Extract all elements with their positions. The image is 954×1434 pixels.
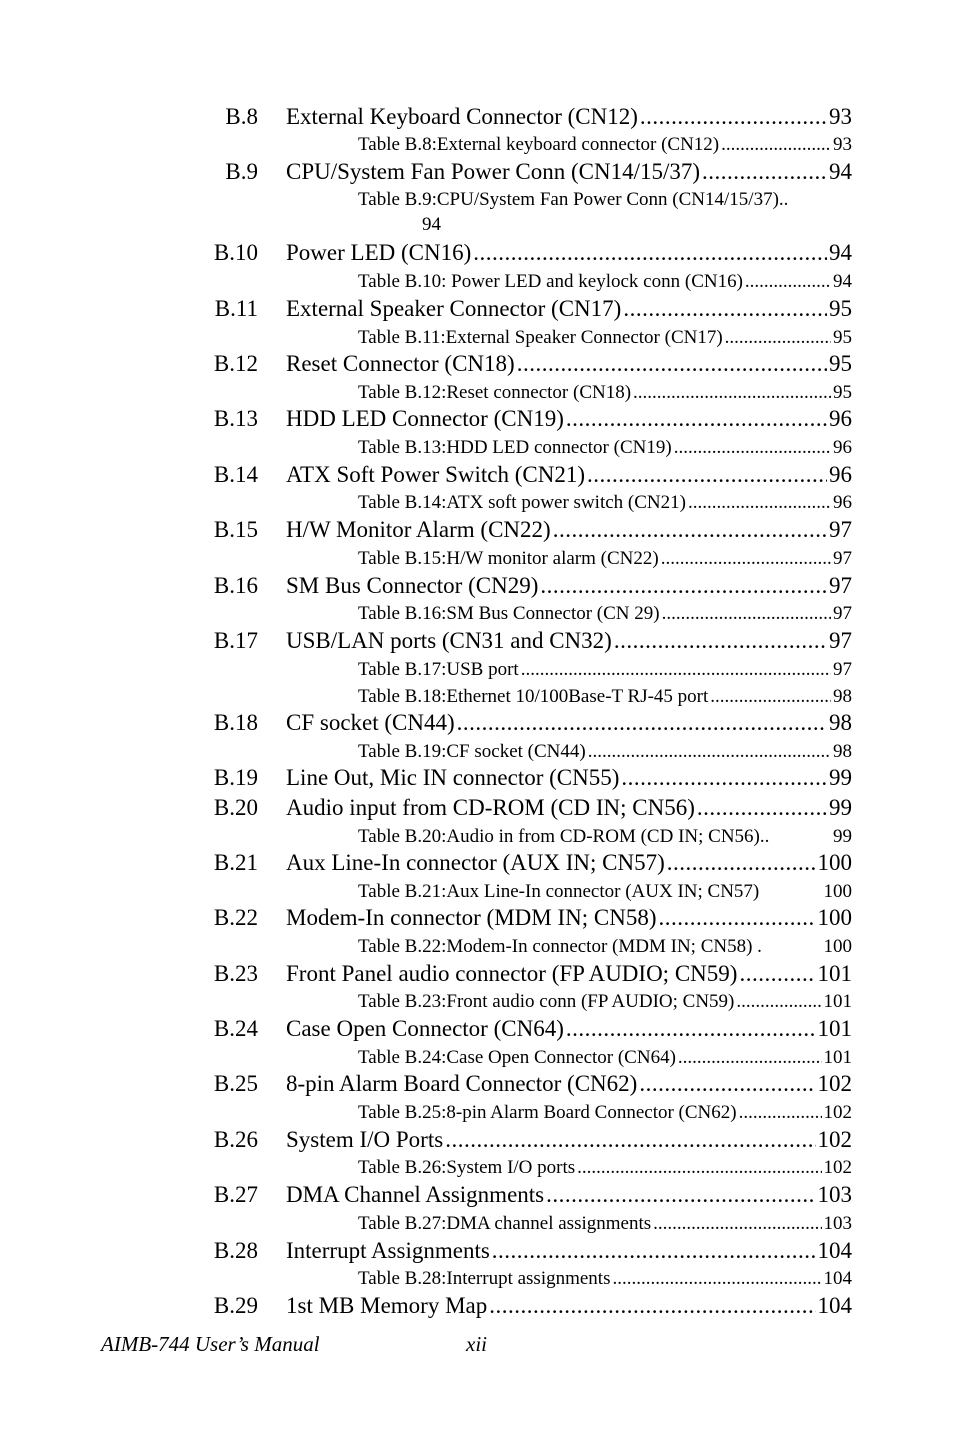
toc-section-entry[interactable] <box>200 628 852 654</box>
entry-page-number: 100 <box>823 881 852 902</box>
dot-leader <box>577 1157 821 1179</box>
dot-leader <box>721 134 831 156</box>
entry-title: Power LED (CN16) <box>286 240 472 265</box>
entry-title: CPU/System Fan Power Conn (CN14/15/37) <box>286 159 701 184</box>
toc-table-entry[interactable] <box>358 437 852 459</box>
entry-title: Audio input from CD-ROM (CD IN; CN56) <box>286 795 695 820</box>
toc-section-entry[interactable] <box>200 1238 852 1264</box>
entry-page-number: 103 <box>817 1182 852 1207</box>
entry-title: Table B.23:Front audio conn (FP AUDIO; CN59) <box>358 991 735 1012</box>
entry-title: Table B.15:H/W monitor alarm (CN22) <box>358 548 659 569</box>
entry-page-number: 100 <box>817 905 852 930</box>
entry-page-number: 99 <box>829 795 852 820</box>
dot-leader <box>688 492 831 514</box>
entry-page-number: 96 <box>833 492 852 513</box>
toc-table-entry[interactable] <box>358 134 852 156</box>
footer-page-number: xii <box>466 1332 487 1356</box>
toc-section-entry[interactable] <box>200 351 852 377</box>
toc-table-entry[interactable] <box>358 1047 852 1069</box>
section-number: B.18 <box>213 710 258 735</box>
entry-page-number: 94 <box>833 271 852 292</box>
dot-leader <box>521 659 831 681</box>
entry-page-number: 94 <box>422 214 441 235</box>
dot-leader <box>678 1047 822 1069</box>
entry-page-number: 104 <box>817 1238 852 1263</box>
toc-section-entry[interactable] <box>200 573 852 599</box>
toc-section-entry[interactable] <box>200 406 852 432</box>
toc-table-entry[interactable] <box>358 548 852 570</box>
dot-leader <box>662 603 831 625</box>
entry-page-number: 97 <box>829 628 852 653</box>
entry-title: External Speaker Connector (CN17) <box>286 296 622 321</box>
toc-section-entry[interactable] <box>200 1071 852 1097</box>
entry-title: Table B.14:ATX soft power switch (CN21) <box>358 492 686 513</box>
entry-title: Table B.25:8-pin Alarm Board Connector (CN62) <box>358 1102 737 1123</box>
entry-title: Reset Connector (CN18) <box>286 351 515 376</box>
entry-page-number: 102 <box>823 1102 852 1123</box>
entry-page-number: 97 <box>833 548 852 569</box>
dot-leader <box>566 406 827 432</box>
entry-page-number: 101 <box>823 1047 852 1068</box>
entry-page-number: 102 <box>817 1071 852 1096</box>
entry-page-number: 96 <box>829 462 852 487</box>
toc-section-entry[interactable] <box>200 296 852 322</box>
toc-table-entry[interactable] <box>358 991 852 1013</box>
entry-page-number: 103 <box>823 1213 852 1234</box>
dot-leader <box>517 351 827 377</box>
entry-page-number: 93 <box>833 134 852 155</box>
entry-title: 8-pin Alarm Board Connector (CN62) <box>286 1071 638 1096</box>
entry-title: System I/O Ports <box>286 1127 444 1152</box>
entry-title: SM Bus Connector (CN29) <box>286 573 539 598</box>
toc-table-entry[interactable] <box>358 826 852 848</box>
entry-title: Aux Line-In connector (AUX IN; CN57) <box>286 850 665 875</box>
dot-leader <box>588 741 831 763</box>
section-number: B.11 <box>214 296 258 321</box>
entry-title: Interrupt Assignments <box>286 1238 490 1263</box>
entry-page-number: 98 <box>833 741 852 762</box>
entry-title: Table B.9:CPU/System Fan Power Conn (CN14/15/37).. <box>358 189 789 210</box>
entry-page-number: 97 <box>829 517 852 542</box>
toc-section-entry[interactable] <box>200 462 852 488</box>
dot-leader <box>457 710 827 736</box>
section-number: B.16 <box>213 573 258 598</box>
toc-section-entry[interactable] <box>200 850 852 876</box>
entry-page-number: 101 <box>817 1016 852 1041</box>
toc-table-entry[interactable] <box>358 881 852 903</box>
section-number: B.25 <box>213 1071 258 1096</box>
section-number: B.20 <box>213 795 258 820</box>
entry-page-number: 94 <box>829 240 852 265</box>
toc-table-entry[interactable] <box>358 603 852 625</box>
entry-title: Table B.11:External Speaker Connector (CN17) <box>358 327 723 348</box>
dot-leader <box>546 1182 815 1208</box>
entry-page-number: 96 <box>829 406 852 431</box>
entry-title: External Keyboard Connector (CN12) <box>286 104 638 129</box>
entry-title: Table B.10: Power LED and keylock conn (CN16) <box>358 271 743 292</box>
entry-page-number: 93 <box>829 104 852 129</box>
toc-table-entry[interactable] <box>358 659 852 681</box>
dot-leader <box>587 462 827 488</box>
section-number: B.21 <box>213 850 258 875</box>
entry-page-number: 98 <box>829 710 852 735</box>
entry-title: DMA Channel Assignments <box>286 1182 545 1207</box>
toc-section-entry[interactable] <box>200 104 852 130</box>
entry-title: Table B.22:Modem-In connector (MDM IN; CN58) . <box>358 936 762 957</box>
dot-leader <box>739 961 815 987</box>
section-number: B.28 <box>213 1238 258 1263</box>
section-number: B.26 <box>213 1127 258 1152</box>
entry-page-number: 98 <box>833 686 852 707</box>
dot-leader <box>612 1268 821 1290</box>
entry-page-number: 104 <box>817 1293 852 1318</box>
dot-leader <box>736 991 821 1013</box>
section-number: B.9 <box>225 159 258 184</box>
entry-title: Table B.18:Ethernet 10/100Base-T RJ-45 port <box>358 686 709 707</box>
dot-leader <box>473 240 827 266</box>
section-number: B.10 <box>213 240 258 265</box>
section-number: B.19 <box>213 765 258 790</box>
entry-title: Table B.17:USB port <box>358 659 519 680</box>
toc-table-entry[interactable] <box>358 492 852 514</box>
entry-title: Table B.19:CF socket (CN44) <box>358 741 586 762</box>
entry-page-number: 96 <box>833 437 852 458</box>
entry-title: Table B.27:DMA channel assignments <box>358 1213 652 1234</box>
entry-title: 1st MB Memory Map <box>286 1293 488 1318</box>
dot-leader <box>553 517 827 543</box>
toc-section-entry[interactable] <box>200 1293 852 1319</box>
entry-title: HDD LED Connector (CN19) <box>286 406 564 431</box>
section-number: B.22 <box>213 905 258 930</box>
section-number: B.12 <box>213 351 258 376</box>
entry-page-number: 102 <box>817 1127 852 1152</box>
toc-section-entry[interactable] <box>200 905 852 931</box>
entry-page-number: 101 <box>823 991 852 1012</box>
entry-title: Front Panel audio connector (FP AUDIO; CN59) <box>286 961 738 986</box>
dot-leader <box>639 1071 815 1097</box>
section-number: B.14 <box>213 462 258 487</box>
dot-leader <box>614 628 827 654</box>
dot-leader <box>667 850 816 876</box>
section-number: B.13 <box>213 406 258 431</box>
toc-table-entry[interactable] <box>358 1213 852 1235</box>
entry-title: Table B.8:External keyboard connector (CN12) <box>358 134 720 155</box>
section-number: B.29 <box>213 1293 258 1318</box>
toc-table-entry[interactable] <box>358 741 852 763</box>
dot-leader <box>697 795 827 821</box>
dot-leader <box>658 905 815 931</box>
toc-section-entry[interactable] <box>200 240 852 266</box>
toc-table-entry[interactable] <box>358 1157 852 1179</box>
entry-page-number: 97 <box>829 573 852 598</box>
entry-page-number: 94 <box>829 159 852 184</box>
entry-page-number: 99 <box>829 765 852 790</box>
toc-table-entry[interactable] <box>358 1268 852 1290</box>
toc-table-entry[interactable] <box>358 686 852 708</box>
entry-title: Table B.28:Interrupt assignments <box>358 1268 611 1289</box>
toc-section-entry[interactable] <box>200 1127 852 1153</box>
dot-leader <box>492 1238 816 1264</box>
entry-title: Table B.24:Case Open Connector (CN64) <box>358 1047 676 1068</box>
section-number: B.24 <box>213 1016 258 1041</box>
dot-leader <box>725 327 831 349</box>
dot-leader <box>739 1102 822 1124</box>
entry-title: Case Open Connector (CN64) <box>286 1016 564 1041</box>
entry-title: Line Out, Mic IN connector (CN55) <box>286 765 620 790</box>
entry-page-number: 97 <box>833 659 852 680</box>
toc-table-entry[interactable] <box>358 189 852 211</box>
dot-leader <box>674 437 831 459</box>
toc-section-entry[interactable] <box>200 795 852 821</box>
entry-title: H/W Monitor Alarm (CN22) <box>286 517 551 542</box>
entry-title: Table B.20:Audio in from CD-ROM (CD IN; CN56).. <box>358 826 770 847</box>
entry-page-number: 100 <box>817 850 852 875</box>
entry-page-number: 95 <box>829 351 852 376</box>
dot-leader <box>653 1213 821 1235</box>
dot-leader <box>745 271 831 293</box>
entry-title: USB/LAN ports (CN31 and CN32) <box>286 628 612 653</box>
dot-leader <box>566 1016 816 1042</box>
toc-table-entry[interactable] <box>358 271 852 293</box>
section-number: B.27 <box>213 1182 258 1207</box>
entry-title: Table B.26:System I/O ports <box>358 1157 576 1178</box>
dot-leader <box>633 382 831 404</box>
entry-title: ATX Soft Power Switch (CN21) <box>286 462 585 487</box>
dot-leader <box>489 1293 815 1319</box>
section-number: B.15 <box>213 517 258 542</box>
toc-section-entry[interactable] <box>200 517 852 543</box>
entry-page-number: 102 <box>823 1157 852 1178</box>
toc-section-entry[interactable] <box>200 1016 852 1042</box>
section-number: B.8 <box>225 104 258 129</box>
toc-section-entry[interactable] <box>200 159 852 185</box>
entry-title: Table B.13:HDD LED connector (CN19) <box>358 437 672 458</box>
entry-page-number: 95 <box>833 327 852 348</box>
entry-page-number: 104 <box>823 1268 852 1289</box>
footer-manual-title: AIMB-744 User’s Manual <box>101 1332 320 1356</box>
toc-section-entry[interactable] <box>200 765 852 791</box>
entry-title: Table B.21:Aux Line-In connector (AUX IN; CN57) <box>358 881 760 902</box>
dot-leader <box>702 159 827 185</box>
toc-section-entry[interactable] <box>200 710 852 736</box>
entry-page-number: 101 <box>817 961 852 986</box>
entry-title: Modem-In connector (MDM IN; CN58) <box>286 905 657 930</box>
dot-leader <box>623 296 827 322</box>
entry-page-number: 100 <box>823 936 852 957</box>
entry-page-number: 95 <box>833 382 852 403</box>
section-number: B.23 <box>213 961 258 986</box>
entry-title: CF socket (CN44) <box>286 710 455 735</box>
dot-leader <box>540 573 827 599</box>
dot-leader <box>445 1127 815 1153</box>
toc-table-entry[interactable] <box>358 382 852 404</box>
dot-leader <box>640 104 827 130</box>
entry-title: Table B.16:SM Bus Connector (CN 29) <box>358 603 660 624</box>
dot-leader <box>661 548 831 570</box>
toc-section-entry[interactable] <box>200 961 852 987</box>
entry-page-number: 95 <box>829 296 852 321</box>
entry-page-number: 99 <box>833 826 852 847</box>
dot-leader <box>710 686 831 708</box>
toc-section-entry[interactable] <box>200 1182 852 1208</box>
toc-table-entry[interactable] <box>358 936 852 958</box>
section-number: B.17 <box>213 628 258 653</box>
toc-table-entry[interactable] <box>358 327 852 349</box>
entry-title: Table B.12:Reset connector (CN18) <box>358 382 632 403</box>
dot-leader <box>621 765 827 791</box>
toc-table-entry[interactable] <box>358 1102 852 1124</box>
entry-page-number: 97 <box>833 603 852 624</box>
